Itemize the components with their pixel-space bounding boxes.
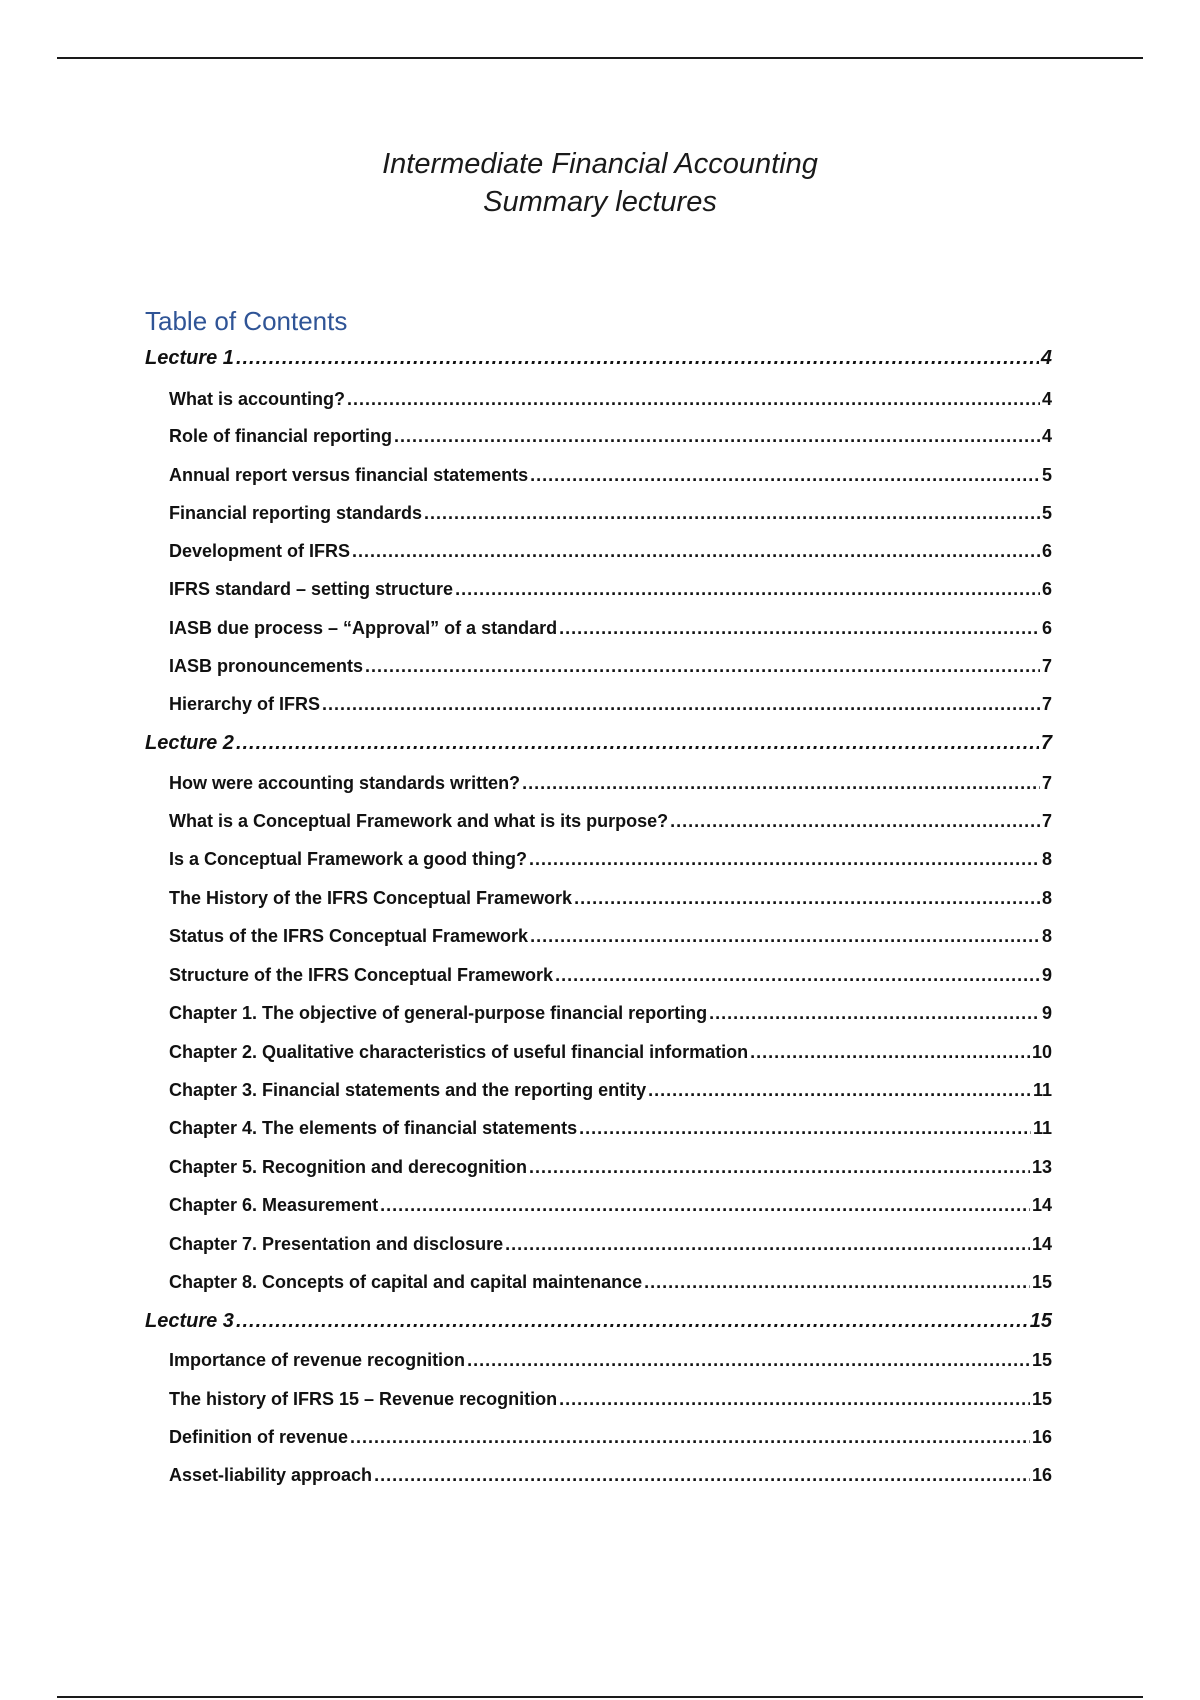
toc-dot-leader (505, 1234, 1030, 1255)
toc-entry-label: Chapter 4. The elements of financial statements (169, 1118, 578, 1138)
toc-subsection-entry[interactable] (145, 611, 1052, 639)
toc-entry-label: Importance of revenue recognition (169, 1350, 466, 1370)
toc-entry-page-number: 16 (1031, 1465, 1052, 1485)
toc-entry-label: The History of the IFRS Conceptual Framework (169, 888, 573, 908)
toc-subsection-entry[interactable] (145, 496, 1052, 524)
toc-dot-leader (350, 1427, 1030, 1448)
toc-dot-leader (455, 579, 1040, 600)
toc-entry-page-number: 14 (1031, 1195, 1052, 1215)
toc-entry-label: Asset-liability approach (169, 1465, 373, 1485)
toc-subsection-entry[interactable] (145, 1035, 1052, 1063)
toc-dot-leader (424, 503, 1040, 524)
toc-entry-label: Definition of revenue (169, 1427, 349, 1447)
toc-entry-label: IFRS standard – setting structure (169, 579, 454, 599)
toc-dot-leader (709, 1003, 1040, 1024)
toc-entry-page-number: 7 (1041, 773, 1052, 793)
toc-entry-label: Annual report versus financial statements (169, 465, 529, 485)
toc-entry-page-number: 15 (1031, 1350, 1052, 1370)
document-title-line-1: Intermediate Financial Accounting (382, 148, 818, 180)
toc-dot-leader (644, 1272, 1030, 1293)
toc-subsection-entry[interactable] (145, 766, 1052, 794)
toc-section-entry[interactable] (145, 727, 1052, 755)
toc-subsection-entry[interactable] (145, 804, 1052, 832)
header-rule (57, 57, 1143, 59)
toc-subsection-entry[interactable] (145, 458, 1052, 486)
toc-entry-page-number: 8 (1041, 888, 1052, 908)
toc-entry-label: Chapter 8. Concepts of capital and capital maintenance (169, 1272, 643, 1292)
toc-entry-label: What is accounting? (169, 389, 346, 409)
toc-section-entry[interactable] (145, 342, 1052, 370)
toc-dot-leader (374, 1465, 1030, 1486)
toc-subsection-entry[interactable] (145, 996, 1052, 1024)
toc-subsection-entry[interactable] (145, 842, 1052, 870)
toc-dot-leader (522, 773, 1040, 794)
toc-entry-page-number: 8 (1041, 849, 1052, 869)
toc-subsection-entry[interactable] (145, 687, 1052, 715)
toc-entry-page-number: 4 (1041, 389, 1052, 409)
footer-rule (57, 1696, 1143, 1698)
toc-entry-label: IASB pronouncements (169, 656, 364, 676)
toc-subsection-entry[interactable] (145, 534, 1052, 562)
toc-entry-page-number: 8 (1041, 926, 1052, 946)
toc-entry-page-number: 15 (1031, 1389, 1052, 1409)
toc-entry-page-number: 9 (1041, 1003, 1052, 1023)
toc-dot-leader (579, 1118, 1031, 1139)
toc-subsection-entry[interactable] (145, 1265, 1052, 1293)
toc-entry-label: Chapter 6. Measurement (169, 1195, 379, 1215)
toc-dot-leader (555, 965, 1040, 986)
toc-dot-leader (574, 888, 1040, 909)
toc-entry-page-number: 10 (1031, 1042, 1052, 1062)
toc-entry-page-number: 16 (1031, 1427, 1052, 1447)
toc-entry-page-number: 11 (1032, 1118, 1052, 1138)
toc-entry-page-number: 15 (1029, 1310, 1052, 1332)
toc-entry-page-number: 7 (1041, 694, 1052, 714)
toc-entry-label: Structure of the IFRS Conceptual Framework (169, 965, 554, 985)
toc-entry-page-number: 6 (1041, 618, 1052, 638)
toc-subsection-entry[interactable] (145, 958, 1052, 986)
toc-heading: Table of Contents (145, 306, 348, 336)
toc-entry-label: How were accounting standards written? (169, 773, 521, 793)
toc-entry-label: Hierarchy of IFRS (169, 694, 321, 714)
toc-dot-leader (236, 1310, 1028, 1333)
toc-entry-label: Lecture 3 (145, 1310, 234, 1332)
document-title-line-2: Summary lectures (483, 186, 717, 218)
toc-entry-label: IASB due process – “Approval” of a standard (169, 618, 558, 638)
toc-dot-leader (648, 1080, 1031, 1101)
toc-dot-leader (236, 732, 1039, 755)
toc-dot-leader (322, 694, 1040, 715)
toc-subsection-entry[interactable] (145, 1073, 1052, 1101)
toc-dot-leader (559, 618, 1040, 639)
toc-entry-page-number: 14 (1031, 1234, 1052, 1254)
toc-subsection-entry[interactable] (145, 382, 1052, 410)
toc-subsection-entry[interactable] (145, 1458, 1052, 1486)
toc-dot-leader (670, 811, 1040, 832)
toc-dot-leader (236, 347, 1039, 370)
toc-entry-label: Lecture 2 (145, 732, 234, 754)
toc-entry-label: Financial reporting standards (169, 503, 423, 523)
toc-entry-page-number: 4 (1040, 347, 1052, 369)
toc-dot-leader (559, 1389, 1030, 1410)
toc-dot-leader (529, 1157, 1030, 1178)
document-title (0, 145, 1200, 221)
toc-entry-page-number: 15 (1031, 1272, 1052, 1292)
toc-subsection-entry[interactable] (145, 1420, 1052, 1448)
toc-dot-leader (530, 465, 1040, 486)
toc-entry-page-number: 4 (1041, 426, 1052, 446)
toc-entry-page-number: 11 (1032, 1080, 1052, 1100)
toc-entry-page-number: 7 (1041, 656, 1052, 676)
toc-entry-page-number: 9 (1041, 965, 1052, 985)
toc-entry-label: Development of IFRS (169, 541, 351, 561)
toc-dot-leader (352, 541, 1040, 562)
toc-subsection-entry[interactable] (145, 1382, 1052, 1410)
toc-entry-label: Chapter 2. Qualitative characteristics of useful financial information (169, 1042, 749, 1062)
toc-dot-leader (529, 849, 1040, 870)
toc-subsection-entry[interactable] (145, 649, 1052, 677)
toc-dot-leader (467, 1350, 1030, 1371)
toc-entry-label: Is a Conceptual Framework a good thing? (169, 849, 528, 869)
toc-subsection-entry[interactable] (145, 919, 1052, 947)
toc-entry-label: Chapter 3. Financial statements and the reporting entity (169, 1080, 647, 1100)
toc-entry-page-number: 5 (1041, 465, 1052, 485)
toc-entry-page-number: 7 (1040, 732, 1052, 754)
toc-dot-leader (750, 1042, 1030, 1063)
toc-dot-leader (380, 1195, 1030, 1216)
toc-entry-label: Lecture 1 (145, 347, 234, 369)
toc-entry-label: Chapter 5. Recognition and derecognition (169, 1157, 528, 1177)
toc-entry-page-number: 7 (1041, 811, 1052, 831)
toc-entry-label: What is a Conceptual Framework and what is its purpose? (169, 811, 669, 831)
toc-dot-leader (365, 656, 1040, 677)
toc-subsection-entry[interactable] (145, 572, 1052, 600)
toc-entry-page-number: 6 (1041, 541, 1052, 561)
toc-entry-label: The history of IFRS 15 – Revenue recognition (169, 1389, 558, 1409)
toc-subsection-entry[interactable] (145, 1150, 1052, 1178)
toc-subsection-entry[interactable] (145, 881, 1052, 909)
toc-subsection-entry[interactable] (145, 1111, 1052, 1139)
toc-subsection-entry[interactable] (145, 419, 1052, 447)
toc-entry-label: Role of financial reporting (169, 426, 393, 446)
toc-entry-page-number: 6 (1041, 579, 1052, 599)
toc-dot-leader (394, 426, 1040, 447)
toc-dot-leader (347, 389, 1040, 410)
toc-entry-page-number: 5 (1041, 503, 1052, 523)
toc-subsection-entry[interactable] (145, 1343, 1052, 1371)
toc-subsection-entry[interactable] (145, 1188, 1052, 1216)
toc-subsection-entry[interactable] (145, 1227, 1052, 1255)
toc-entry-label: Status of the IFRS Conceptual Framework (169, 926, 529, 946)
toc-section-entry[interactable] (145, 1305, 1052, 1333)
toc-entry-page-number: 13 (1031, 1157, 1052, 1177)
toc-entry-label: Chapter 1. The objective of general-purpose financial reporting (169, 1003, 708, 1023)
toc-entry-label: Chapter 7. Presentation and disclosure (169, 1234, 504, 1254)
toc-dot-leader (530, 926, 1040, 947)
